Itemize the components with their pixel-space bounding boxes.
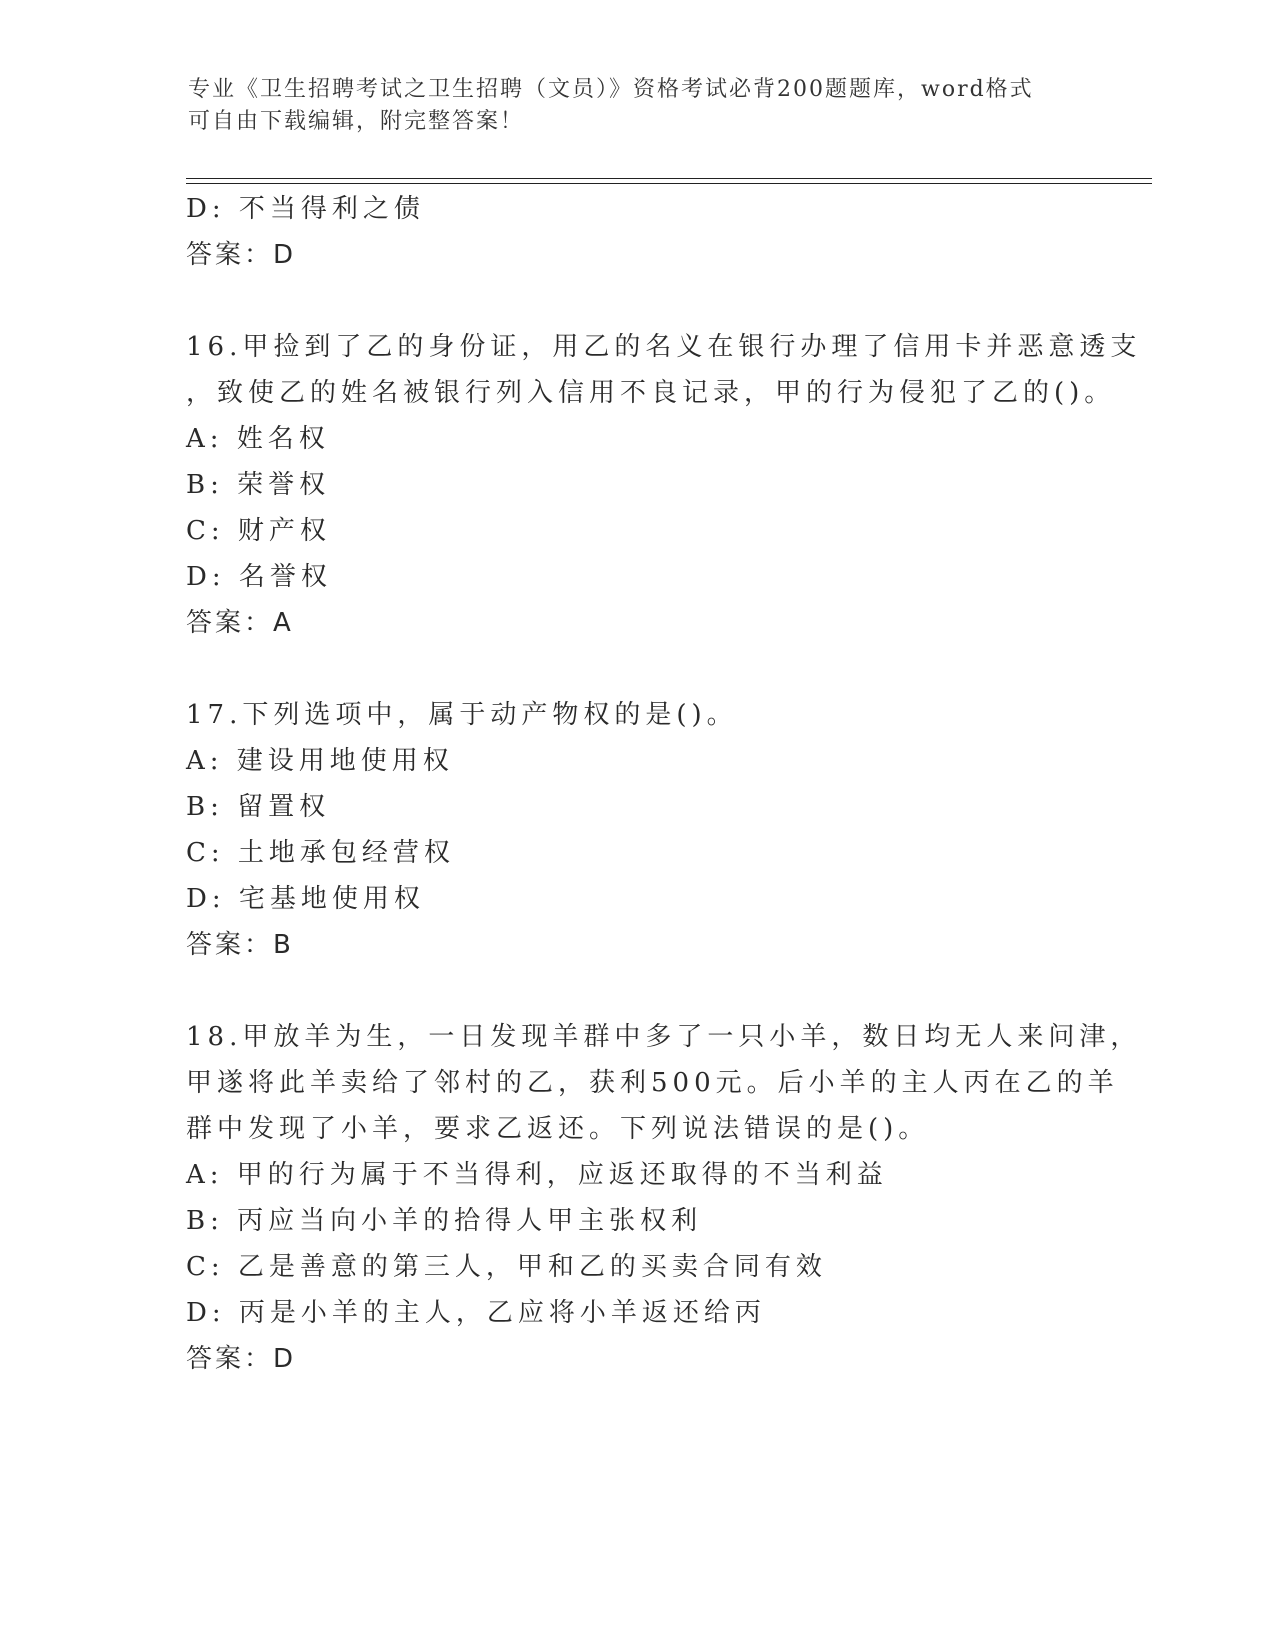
option-line: A: 甲的行为属于不当得利，应返还取得的不当利益 [186,1160,888,1190]
question-stem: 群中发现了小羊，要求乙返还。下列说法错误的是()。 [186,1114,930,1144]
question-16 [186,324,1142,646]
answer-line: 答案：D [186,1344,297,1374]
option-line: C: 土地承包经营权 [186,838,455,868]
spacer [186,278,1126,324]
option-line: D: 丙是小羊的主人，乙应将小羊返还给丙 [186,1298,766,1328]
answer-line: 答案：B [186,930,294,960]
option-line: D: 不当得利之债 [186,194,425,224]
spacer [186,968,1126,1014]
question-stem: 16.甲捡到了乙的身份证，用乙的名义在银行办理了信用卡并恶意透支 [186,332,1142,362]
answer-line: 答案：D [186,240,297,270]
option-line: B: 丙应当向小羊的拾得人甲主张权利 [186,1206,703,1236]
page-header [188,74,1068,138]
option-line: D: 宅基地使用权 [186,884,425,914]
option-line: B: 荣誉权 [186,470,331,500]
answer-line: 答案：A [186,608,294,638]
question-17 [186,692,1126,968]
question-stem: 17.下列选项中，属于动产物权的是()。 [186,700,738,730]
option-line: A: 姓名权 [186,424,330,454]
header-divider-top [186,178,1152,179]
header-line-1: 专业《卫生招聘考试之卫生招聘（文员）》资格考试必背200题题库，word格式 [188,77,1034,102]
option-line: C: 财产权 [186,516,331,546]
question-stem: ，致使乙的姓名被银行列入信用不良记录，甲的行为侵犯了乙的()。 [186,378,1116,408]
question-18 [186,1014,1142,1382]
document-body [186,186,1142,1382]
header-line-2: 可自由下载编辑，附完整答案！ [188,109,525,134]
option-line: A: 建设用地使用权 [186,746,454,776]
option-line: B: 留置权 [186,792,331,822]
option-line: C: 乙是善意的第三人，甲和乙的买卖合同有效 [186,1252,827,1282]
question-stem: 18.甲放羊为生，一日发现羊群中多了一只小羊，数日均无人来问津， [186,1022,1142,1052]
spacer [186,646,1126,692]
header-divider-bottom [186,183,1152,184]
option-line: D: 名誉权 [186,562,332,592]
question-stem: 甲遂将此羊卖给了邻村的乙，获利500元。后小羊的主人丙在乙的羊 [186,1068,1119,1098]
